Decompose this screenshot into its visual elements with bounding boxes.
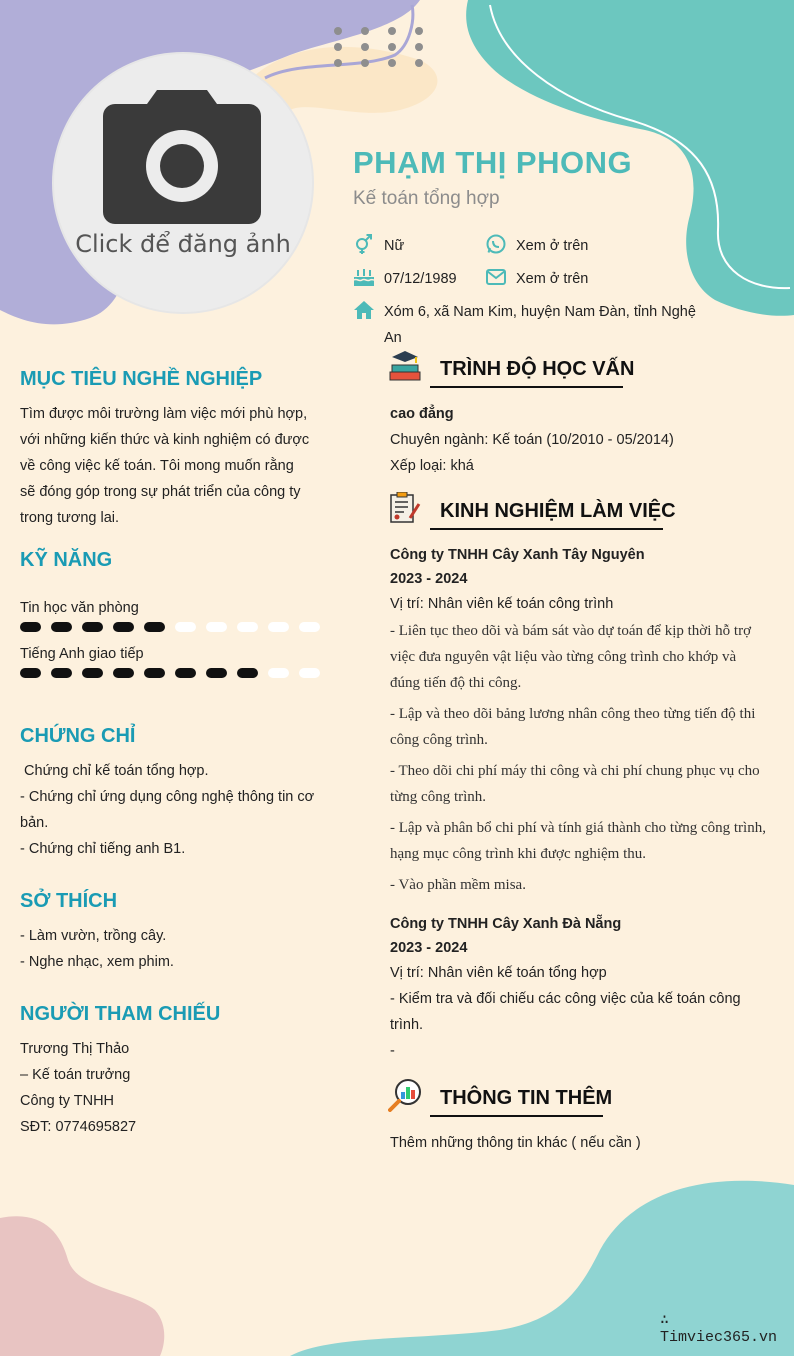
experience-document-icon	[388, 492, 422, 524]
job-entry	[390, 543, 770, 898]
skill-dot-filled	[113, 668, 134, 678]
site-watermark: ∴ Timviec365.vn	[660, 1312, 778, 1346]
phone-value: Xem ở trên	[516, 238, 589, 254]
hobbies-text	[20, 923, 320, 975]
certificate-line: - Chứng chỉ tiếng anh B1.	[20, 841, 186, 857]
duty-line: - Lập và theo dõi bảng lương nhân công theo từng tiến độ thi	[390, 706, 756, 722]
address-line-1: Xóm 6, xã Nam Kim, huyện Nam Đàn, tỉnh Nghệ	[384, 304, 696, 320]
skill-dot-filled	[144, 668, 165, 678]
skill-dot-empty	[299, 668, 320, 678]
email-value: Xem ở trên	[516, 271, 589, 287]
skill-dot-filled	[82, 622, 103, 632]
education-rank: Xếp loại: khá	[390, 458, 474, 474]
reference-line: Trương Thị Thảo	[20, 1041, 130, 1057]
duty-line: - Lập và phân bổ chi phí và tính giá thành cho từng công trình,	[390, 820, 766, 836]
certificates-text	[20, 758, 320, 862]
gender-icon	[353, 233, 375, 255]
objective-line: trong tương lai.	[20, 510, 120, 526]
job-duty	[390, 872, 770, 898]
graduation-books-icon	[388, 350, 422, 382]
job-role: Vị trí: Nhân viên kế toán tổng hợp	[390, 965, 607, 981]
skill-dot-filled	[51, 622, 72, 632]
duty-line: - Vào phần mềm misa.	[390, 877, 526, 893]
certificate-line: Chứng chỉ kế toán tổng hợp.	[20, 763, 209, 779]
duty-line: -	[390, 1043, 395, 1059]
skill-dot-filled	[20, 668, 41, 678]
references-text	[20, 1036, 320, 1140]
experience-title: KINH NGHIỆM LÀM VIỆC	[440, 500, 676, 522]
skill-dot-filled	[51, 668, 72, 678]
skill-dot-filled	[82, 668, 103, 678]
objective-title: MỤC TIÊU NGHỀ NGHIỆP	[20, 368, 263, 390]
birthday-cake-icon	[353, 266, 375, 288]
gender-value: Nữ	[384, 238, 405, 254]
education-school: cao đẳng	[390, 406, 454, 422]
job-entry	[390, 912, 770, 1064]
duty-line: đúng tiến độ thi công.	[390, 675, 522, 691]
hobby-line: - Nghe nhạc, xem phim.	[20, 954, 174, 970]
skill-dot-empty	[175, 622, 196, 632]
experience-underline	[430, 528, 663, 530]
objective-line: với những kiến thức và kinh nghiệm có được	[20, 432, 310, 448]
objective-text	[20, 401, 320, 531]
reference-line: – Kế toán trưởng	[20, 1067, 131, 1083]
education-underline	[430, 386, 623, 388]
reference-line: Công ty TNHH	[20, 1093, 115, 1109]
home-icon	[353, 299, 375, 321]
skill-dot-empty	[237, 622, 258, 632]
skill-dot-filled	[175, 668, 196, 678]
camera-icon[interactable]	[103, 88, 261, 224]
birthday-value: 07/12/1989	[384, 271, 457, 287]
education-details	[390, 401, 770, 479]
objective-line: Tìm được môi trường làm việc mới phù hợp,	[20, 406, 308, 422]
job-duty	[390, 758, 770, 810]
duty-line: - Theo dõi chi phí máy thi công và chi phí chung phục vụ cho	[390, 763, 760, 779]
email-icon	[485, 266, 507, 288]
skill-dot-empty	[206, 622, 227, 632]
certificate-line: bản.	[20, 815, 49, 831]
duty-line: - Kiểm tra và đối chiếu các công việc của kế toán công	[390, 991, 741, 1007]
skill-dot-empty	[268, 622, 289, 632]
objective-line: về công việc kế toán. Tôi mong muốn rằng	[20, 458, 294, 474]
skill-name: Tin học văn phòng	[20, 600, 139, 616]
job-duty	[390, 815, 770, 867]
extra-info-underline	[430, 1115, 603, 1117]
reference-line: SĐT: 0774695827	[20, 1119, 137, 1135]
job-period: 2023 - 2024	[390, 571, 468, 587]
skills-title: KỸ NĂNG	[20, 549, 113, 571]
education-title: TRÌNH ĐỘ HỌC VẤN	[440, 358, 635, 380]
duty-line: từng công trình.	[390, 789, 487, 805]
job-duty	[390, 701, 770, 753]
skill-dot-filled	[20, 622, 41, 632]
upload-photo-label[interactable]: Click để đăng ảnh	[75, 230, 291, 258]
extra-info-title: THÔNG TIN THÊM	[440, 1087, 613, 1109]
skill-level-bar	[20, 622, 320, 632]
job-company: Công ty TNHH Cây Xanh Đà Nẵng	[390, 916, 622, 932]
skill-name: Tiếng Anh giao tiếp	[20, 646, 144, 662]
magnifier-chart-icon	[388, 1078, 422, 1112]
skill-dot-filled	[144, 622, 165, 632]
extra-info-text: Thêm những thông tin khác ( nếu cần )	[390, 1135, 641, 1151]
candidate-name: PHẠM THỊ PHONG	[353, 145, 633, 180]
address-line-2: An	[384, 330, 402, 346]
education-major: Chuyên ngành: Kế toán (10/2010 - 05/2014)	[390, 432, 674, 448]
skill-dot-empty	[299, 622, 320, 632]
duty-line: việc đưa nguyên vật liệu vào từng công trình cho khớp và	[390, 649, 737, 665]
job-period: 2023 - 2024	[390, 940, 468, 956]
candidate-position: Kế toán tổng hợp	[353, 188, 500, 209]
duty-line: công công trình.	[390, 732, 488, 748]
duty-line: hạng mục công trình khi được nghiệm thu.	[390, 846, 647, 862]
hobbies-title: SỞ THÍCH	[20, 890, 118, 912]
job-role: Vị trí: Nhân viên kế toán công trình	[390, 596, 614, 612]
skill-dot-filled	[206, 668, 227, 678]
job-duty	[390, 618, 770, 696]
references-title: NGƯỜI THAM CHIẾU	[20, 1003, 221, 1025]
pink-blob	[0, 1216, 164, 1356]
objective-line: sẽ đóng góp trong sự phát triển của công ty	[20, 484, 301, 500]
job-company: Công ty TNHH Cây Xanh Tây Nguyên	[390, 547, 645, 563]
duty-line: - Liên tục theo dõi và bám sát vào dự toán để kịp thời hỗ trợ	[390, 623, 751, 639]
certificate-line: - Chứng chỉ ứng dụng công nghệ thông tin cơ	[20, 789, 315, 805]
duty-line: trình.	[390, 1017, 424, 1033]
skill-level-bar	[20, 668, 320, 678]
skill-dot-filled	[237, 668, 258, 678]
skill-dot-filled	[113, 622, 134, 632]
phone-icon	[485, 233, 507, 255]
skill-dot-empty	[268, 668, 289, 678]
certificates-title: CHỨNG CHỈ	[20, 725, 136, 747]
hobby-line: - Làm vườn, trồng cây.	[20, 928, 167, 944]
